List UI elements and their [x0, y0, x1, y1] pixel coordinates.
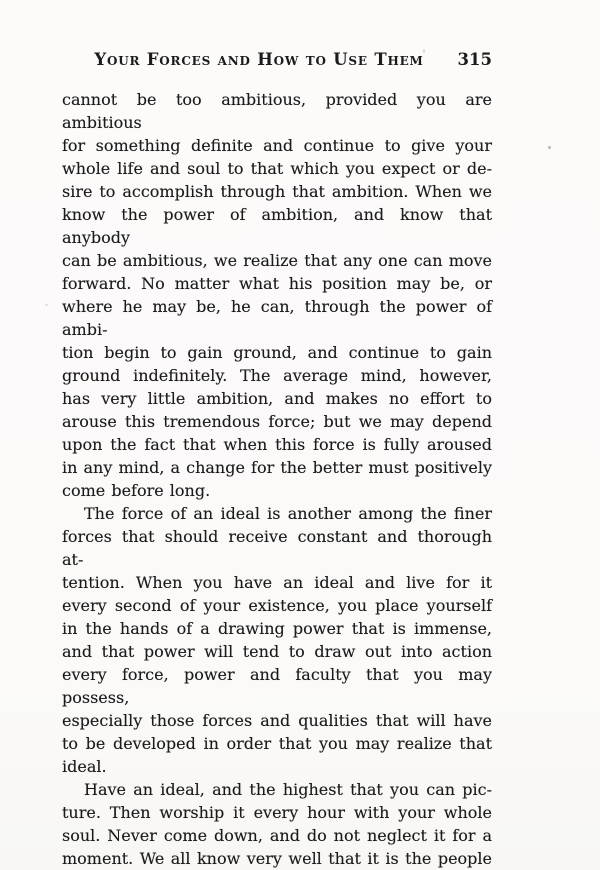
text-line: cannot be too ambitious, provided you are ambitious — [62, 90, 492, 132]
text-line: know the power of ambition, and know that anybody — [62, 205, 492, 247]
text-line: ture. Then worship it every hour with your whole — [62, 803, 492, 822]
page-number: 315 — [457, 50, 492, 69]
text-line: every force, power and faculty that you may possess, — [62, 665, 492, 707]
text-line: tion begin to gain ground, and continue to gain — [62, 343, 492, 362]
scan-speck — [423, 49, 425, 53]
text-line: has very little ambition, and makes no effort to — [62, 389, 492, 408]
paragraph — [62, 502, 492, 778]
text-line: Have an ideal, and the highest that you can pic- — [84, 780, 492, 799]
text-line: where he may be, he can, through the power of ambi- — [62, 297, 492, 339]
text-line: forward. No matter what his position may be, or — [62, 274, 492, 293]
text-line: ground indefinitely. The average mind, however, — [62, 366, 492, 385]
body-text — [62, 88, 492, 870]
running-header — [62, 48, 492, 72]
paragraph — [62, 88, 492, 502]
text-line: especially those forces and qualities that will have — [62, 711, 492, 730]
text-line: The force of an ideal is another among the finer — [84, 504, 492, 523]
text-line: moment. We all know very well that it is the people — [62, 849, 492, 868]
text-line: in any mind, a change for the better must positively — [62, 458, 492, 477]
running-header-title: Your Forces and How to Use Them — [94, 50, 424, 69]
text-line: ideal. — [62, 757, 107, 776]
paragraph — [62, 778, 492, 870]
text-line: upon the fact that when this force is fully aroused — [62, 435, 492, 454]
text-line: tention. When you have an ideal and live for it — [62, 573, 492, 592]
text-line: soul. Never come down, and do not neglect it for a — [62, 826, 492, 845]
text-line: whole life and soul to that which you expect or de- — [62, 159, 492, 178]
text-line: for something definite and continue to give your — [62, 136, 492, 155]
text-line: to be developed in order that you may realize that — [62, 734, 492, 753]
scan-speck — [45, 304, 48, 306]
text-line: arouse this tremendous force; but we may depend — [62, 412, 492, 431]
text-line: and that power will tend to draw out into action — [62, 642, 492, 661]
text-line: every second of your existence, you place yourself — [62, 596, 492, 615]
text-line: come before long. — [62, 481, 211, 500]
text-line: sire to accomplish through that ambition. When we — [62, 182, 492, 201]
text-line: can be ambitious, we realize that any one can move — [62, 251, 492, 270]
text-line: forces that should receive constant and thorough at- — [62, 527, 492, 569]
scan-speck — [548, 146, 551, 149]
text-line: in the hands of a drawing power that is immense, — [62, 619, 492, 638]
